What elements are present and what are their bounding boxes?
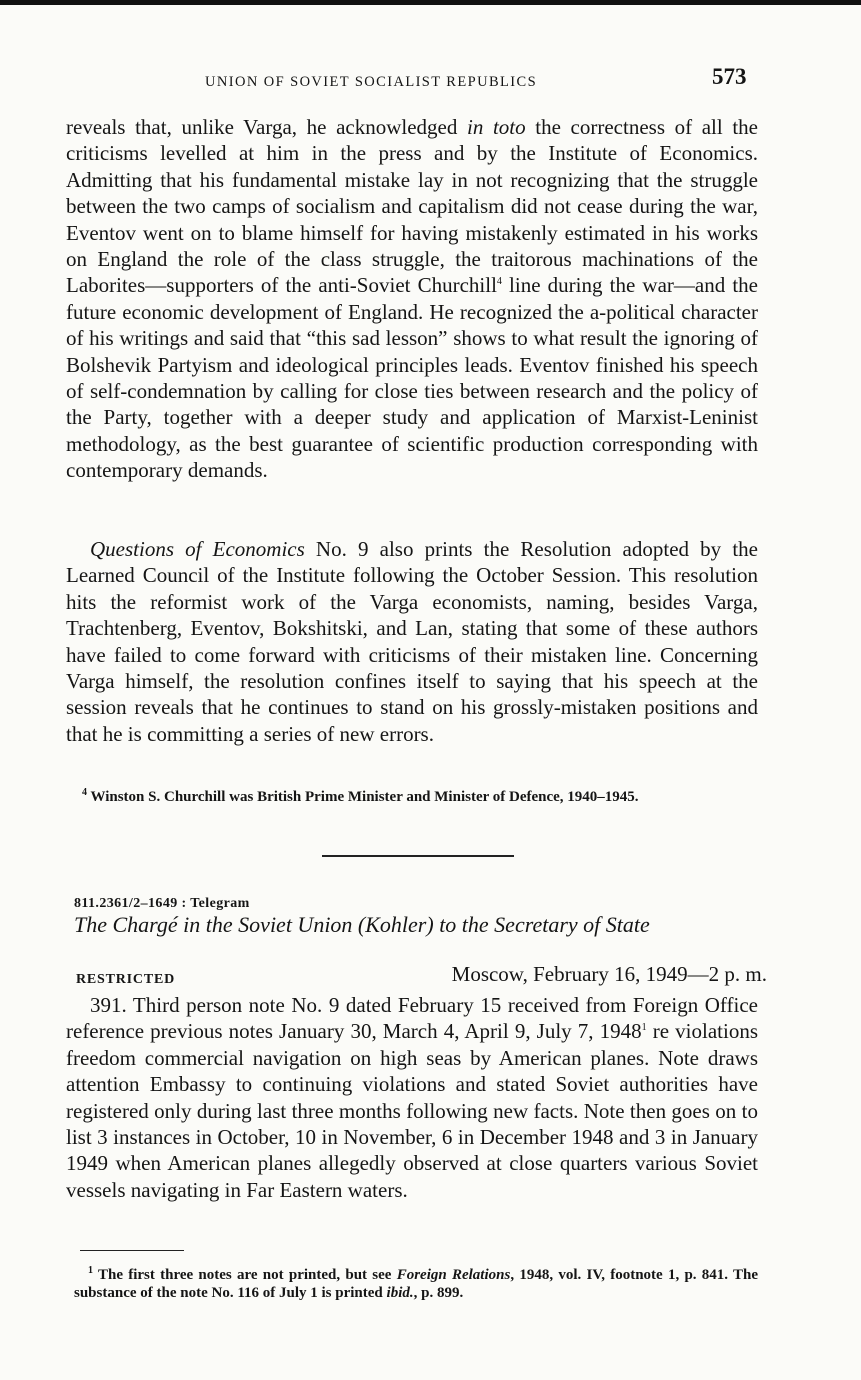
footnote-1-text-a: The first three notes are not printed, but see bbox=[97, 1267, 397, 1283]
para2-text: No. 9 also prints the Resolution adopted by the Learned Council of the Institute following the October Session. This resolution hits the reformist work of the Varga economists, naming, besides Varga, Trachtenberg, Eventov, Bokshitski, and Lan, stating that some of these authors have failed to come forward with criticisms of their mistaken line. Concerning Varga himself, the resolution confines itself to saying that his speech at the session reveals that he continues to stand on his grossly-mistaken positions and that he is committing a series of new errors. bbox=[66, 537, 758, 746]
footnote-ref-1: 1 bbox=[641, 1022, 647, 1034]
footnote-1-mark: 1 bbox=[88, 1265, 93, 1276]
footnote-1-italic-a: Foreign Relations bbox=[396, 1267, 511, 1283]
top-border-rule bbox=[0, 0, 861, 5]
telegram-text-a: 391. Third person note No. 9 dated February 15 received from Foreign Office reference previous notes January 30, March 4, April 9, July 7, 1948 bbox=[66, 993, 758, 1044]
body-paragraph-1 bbox=[66, 114, 758, 484]
para1-text-b: the correctness of all the criticisms levelled at him in the press and by the Institute of Economics. Admitting that his fundamental mistake lay in not recognizing that the struggle between the two camps of socialism and capitalism did not cease during the war, Eventov went on to blame himself for having mistakenly estimated in his works on England the role of the class struggle, the traitorous machinations of the Laborites—supporters of the anti-Soviet Churchill bbox=[66, 115, 758, 298]
body-paragraph-2 bbox=[66, 536, 758, 747]
classification-label: RESTRICTED bbox=[76, 972, 176, 987]
para1-text-a: reveals that, unlike Varga, he acknowledged bbox=[66, 115, 467, 139]
dateline: Moscow, February 16, 1949—2 p. m. bbox=[451, 962, 767, 986]
footnote-1-text-b: , 1948, vol. IV, footnote 1, p. 841. The substance of the note No. 116 of July 1 is printed bbox=[74, 1267, 759, 1301]
footnote-4-mark: 4 bbox=[82, 787, 87, 798]
document-file-reference: 811.2361/2–1649 : Telegram bbox=[74, 896, 250, 911]
footnote-rule bbox=[80, 1250, 184, 1251]
footnote-1-text-c: , p. 899. bbox=[413, 1285, 464, 1301]
running-head: UNION OF SOVIET SOCIALIST REPUBLICS bbox=[205, 74, 538, 90]
footnote-1 bbox=[74, 1266, 758, 1302]
telegram-text bbox=[66, 992, 758, 1203]
footnote-ref-4: 4 bbox=[496, 276, 502, 288]
page-number: 573 bbox=[712, 64, 747, 89]
footnote-4 bbox=[74, 788, 758, 806]
footnote-1-italic-b: ibid. bbox=[386, 1285, 414, 1301]
journal-title: Questions of Economics bbox=[90, 537, 305, 561]
para1-italic-phrase: in toto bbox=[467, 115, 526, 139]
section-separator-rule bbox=[322, 855, 514, 857]
footnote-4-text: Winston S. Churchill was British Prime Minister and Minister of Defence, 1940–1945. bbox=[90, 789, 639, 805]
para1-text-c: line during the war—and the future economic development of England. He recognized the a-political character of his writings and said that “this sad lesson” shows to what result the ignoring of Bolshevik Partyism and ideological principles leads. Eventov finished his speech of self-condemnation by calling for close ties between research and the policy of the Party, together with a deeper study and application of Marxist-Leninist methodology, as the best guarantee of scientific production corresponding with contemporary demands. bbox=[66, 273, 758, 483]
document-title: The Chargé in the Soviet Union (Kohler) to the Secretary of State bbox=[74, 912, 650, 937]
telegram-text-b: re violations freedom commercial navigation on high seas by American planes. Note draws attention Embassy to continuing violations and stated Soviet authorities have registered only during last three months following new facts. Note then goes on to list 3 instances in October, 10 in November, 6 in December 1948 and 3 in January 1949 when American planes allegedly observed at close quarters various Soviet vessels navigating in Far Eastern waters. bbox=[66, 1019, 758, 1202]
